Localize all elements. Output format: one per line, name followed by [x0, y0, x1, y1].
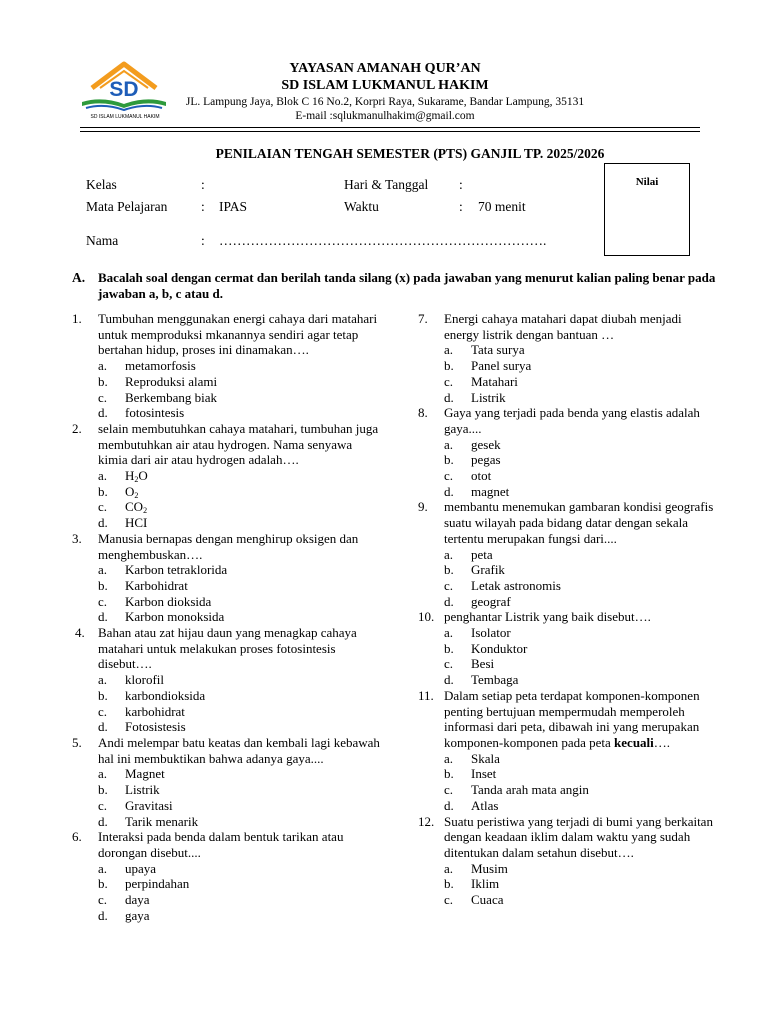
- answer-option[interactable]: [444, 358, 718, 374]
- option-letter: b.: [98, 373, 108, 389]
- hari-colon: :: [459, 177, 463, 192]
- option-letter: d.: [98, 609, 108, 625]
- kelas-label: Kelas: [86, 177, 117, 192]
- answer-option[interactable]: [98, 766, 382, 782]
- option-letter: d.: [444, 797, 454, 813]
- option-text: Cuaca: [471, 892, 504, 908]
- option-text: Karbon tetraklorida: [125, 562, 228, 578]
- answer-option[interactable]: [98, 704, 382, 720]
- question-number: 10.: [418, 609, 435, 625]
- option-letter: c.: [98, 703, 108, 719]
- question-text: selain membutuhkan cahaya matahari, tumbuhan juga membutuhkan air atau hydrogen. Nama senyawa kimia dari air atau hydrogen adalah….: [98, 420, 379, 468]
- option-text: Reproduksi alami: [125, 373, 218, 389]
- option-letter: b.: [98, 876, 108, 892]
- option-text: daya: [125, 892, 150, 908]
- option-text: Listrik: [471, 389, 506, 405]
- answer-option[interactable]: [98, 578, 382, 594]
- question-4: [72, 625, 382, 735]
- answer-option[interactable]: [444, 468, 718, 484]
- answer-option[interactable]: [444, 672, 718, 688]
- answer-option[interactable]: [98, 908, 382, 924]
- answer-option[interactable]: [98, 374, 382, 390]
- option-letter: c.: [444, 373, 454, 389]
- option-text: gesek: [471, 436, 501, 452]
- mapel-value: IPAS: [219, 199, 248, 214]
- question-2: [72, 421, 382, 531]
- option-text: Tata surya: [471, 342, 525, 358]
- question-text: Gaya yang terjadi pada benda yang elastis adalah gaya....: [444, 405, 700, 436]
- answer-option[interactable]: [98, 688, 382, 704]
- option-letter: c.: [98, 797, 108, 813]
- question-text: Dalam setiap peta terdapat komponen-komponen penting bertujuan mempermudah memperoleh informasi dari peta, dibawah ini yang merupakan komponen-komponen pada peta kecuali….: [444, 687, 700, 750]
- option-letter: b.: [444, 358, 454, 374]
- score-label: Nilai: [635, 176, 659, 188]
- option-text: fotosintesis: [125, 405, 185, 421]
- question-5: [72, 735, 382, 829]
- option-letter: a.: [444, 860, 454, 876]
- question-1: [72, 311, 382, 421]
- answer-options: [444, 547, 718, 610]
- option-text: Tanda arah mata angin: [471, 782, 589, 798]
- logo-text: SD: [109, 78, 139, 101]
- question-text: membantu menemukan gambaran kondisi geografis suatu wilayah pada bidang datar dengan sekala tertentu merupakan fungsi dari....: [444, 499, 714, 546]
- question-6: [72, 829, 382, 923]
- answer-option[interactable]: [98, 468, 382, 484]
- option-text: HCI: [125, 515, 148, 531]
- logo-caption: SD ISLAM LUKMANUL HAKIM: [90, 114, 160, 120]
- nama-colon: :: [201, 233, 205, 248]
- answer-option[interactable]: [98, 782, 382, 798]
- answer-option[interactable]: [444, 390, 718, 406]
- option-text: Gravitasi: [125, 797, 173, 813]
- option-letter: a.: [98, 860, 108, 876]
- option-letter: b.: [98, 687, 108, 703]
- option-text: Berkembang biak: [125, 389, 218, 405]
- option-text: Panel surya: [471, 358, 532, 374]
- answer-option[interactable]: [98, 390, 382, 406]
- answer-option[interactable]: [98, 798, 382, 814]
- option-letter: c.: [98, 389, 108, 405]
- question-8: [418, 405, 718, 499]
- question-number: 7.: [418, 311, 428, 326]
- question-7: [418, 311, 718, 405]
- logo-graphic: [78, 58, 170, 118]
- answer-options: [444, 861, 718, 908]
- question-number: 4.: [75, 625, 85, 641]
- answer-option[interactable]: [98, 892, 382, 908]
- answer-option[interactable]: [444, 798, 718, 814]
- score-box[interactable]: [604, 163, 690, 256]
- option-text: magnet: [471, 483, 510, 499]
- question-number: 3.: [72, 530, 82, 546]
- option-letter: a.: [444, 625, 454, 641]
- answer-option[interactable]: [444, 782, 718, 798]
- option-text: Atlas: [471, 797, 499, 813]
- option-text: Matahari: [471, 373, 518, 389]
- question-number: 5.: [72, 734, 82, 750]
- option-text: karbondioksida: [125, 687, 206, 703]
- school-name: SD ISLAM LUKMANUL HAKIM: [281, 78, 489, 93]
- option-text: pegas: [471, 452, 501, 468]
- option-text: Karbon dioksida: [125, 593, 212, 609]
- school-address: JL. Lampung Jaya, Blok C 16 No.2, Korpri Raya, Sukarame, Bandar Lampung, 35131: [185, 96, 585, 108]
- option-text: Isolator: [471, 625, 511, 641]
- answer-option[interactable]: [444, 766, 718, 782]
- option-text: Grafik: [471, 562, 505, 578]
- answer-option[interactable]: [444, 342, 718, 358]
- answer-options: [98, 672, 382, 735]
- nama-label: Nama: [86, 233, 119, 248]
- section-instruction: Bacalah soal dengan cermat dan berilah tanda silang (x) pada jawaban yang menurut kalian paling benar pada jawaban a, b, c atau d.: [98, 270, 716, 301]
- header-divider-thin: [80, 131, 700, 132]
- answer-option[interactable]: [98, 515, 382, 531]
- option-letter: a.: [98, 562, 108, 578]
- option-text: karbohidrat: [125, 703, 185, 719]
- option-letter: c.: [444, 656, 454, 672]
- hari-label: Hari & Tanggal: [344, 177, 429, 192]
- option-letter: a.: [444, 342, 454, 358]
- answer-options: [444, 342, 718, 405]
- option-letter: a.: [444, 750, 454, 766]
- option-letter: d.: [444, 593, 454, 609]
- answer-option[interactable]: [444, 484, 718, 500]
- question-text: Bahan atau zat hijau daun yang menagkap cahaya matahari untuk melakukan proses fotosintesis disebut….: [98, 625, 357, 672]
- option-letter: d.: [98, 813, 108, 829]
- option-letter: d.: [444, 483, 454, 499]
- question-text: Suatu peristiwa yang terjadi di bumi yang berkaitan dengan keadaan iklim dalam waktu yang sudah ditentukan dalam setahun disebut….: [444, 813, 713, 860]
- option-text: Inset: [471, 766, 497, 782]
- waktu-label: Waktu: [344, 199, 379, 214]
- option-letter: b.: [444, 640, 454, 656]
- option-letter: b.: [444, 452, 454, 468]
- waktu-colon: :: [459, 199, 463, 214]
- answer-option[interactable]: [98, 484, 382, 500]
- answer-options: [98, 562, 382, 625]
- answer-options: [444, 625, 718, 688]
- option-text: metamorfosis: [125, 358, 196, 374]
- option-letter: b.: [98, 483, 108, 499]
- question-text: Interaksi pada benda dalam bentuk tarikan atau dorongan disebut....: [98, 829, 344, 860]
- option-text: Listrik: [125, 782, 160, 798]
- answer-option[interactable]: [98, 876, 382, 892]
- option-letter: b.: [444, 766, 454, 782]
- option-letter: b.: [444, 562, 454, 578]
- answer-option[interactable]: [444, 547, 718, 563]
- option-letter: a.: [444, 436, 454, 452]
- kelas-colon: :: [201, 177, 205, 192]
- option-text: gaya: [125, 907, 150, 923]
- option-text: Fotosistesis: [125, 719, 186, 735]
- question-text: Energi cahaya matahari dapat diubah menjadi energy listrik dengan bantuan …: [444, 311, 682, 342]
- question-number: 1.: [72, 311, 82, 326]
- option-text: Konduktor: [471, 640, 528, 656]
- questions-column-right: [418, 311, 718, 908]
- question-text: Tumbuhan menggunakan energi cahaya dari matahari untuk memproduksi mkanannya sendiri agar tetap bertahan hidup, proses ini dinamakan….: [98, 311, 378, 358]
- question-number: 8.: [418, 405, 428, 421]
- option-subscript: 2: [134, 475, 139, 485]
- option-text: Skala: [471, 750, 500, 766]
- question-12: [418, 814, 718, 908]
- option-text: $CO_2$: [125, 499, 148, 516]
- option-letter: c.: [444, 577, 454, 593]
- option-letter: c.: [98, 499, 108, 515]
- answer-option[interactable]: [98, 594, 382, 610]
- answer-option[interactable]: [444, 562, 718, 578]
- option-letter: d.: [98, 405, 108, 421]
- nama-field[interactable]: ……………………………………………………………….: [219, 233, 547, 248]
- question-3: [72, 531, 382, 625]
- question-10: [418, 609, 718, 688]
- question-number: 2.: [72, 420, 82, 436]
- answer-option[interactable]: [444, 437, 718, 453]
- question-9: [418, 499, 718, 609]
- option-text: Iklim: [471, 876, 500, 892]
- option-text: Tembaga: [471, 672, 519, 688]
- answer-options: [98, 468, 382, 531]
- option-text: otot: [471, 468, 492, 484]
- answer-option[interactable]: [444, 641, 718, 657]
- option-text: Karbohidrat: [125, 577, 188, 593]
- option-text: Musim: [471, 860, 508, 876]
- option-letter: c.: [444, 782, 454, 798]
- question-number: 6.: [72, 829, 82, 845]
- option-text: Besi: [471, 656, 495, 672]
- answer-option[interactable]: [444, 861, 718, 877]
- answer-options: [98, 358, 382, 421]
- option-letter: a.: [98, 766, 108, 782]
- school-email: E-mail :sqlukmanulhakim@gmail.com: [295, 110, 475, 122]
- option-letter: d.: [444, 389, 454, 405]
- mapel-label: Mata Pelajaran: [86, 199, 168, 214]
- answer-option[interactable]: [444, 892, 718, 908]
- option-letter: d.: [98, 719, 108, 735]
- option-text: klorofil: [125, 672, 164, 688]
- option-text: perpindahan: [125, 876, 190, 892]
- option-letter: c.: [444, 892, 454, 908]
- option-letter: d.: [98, 515, 108, 531]
- option-letter: a.: [98, 468, 108, 484]
- question-number: 12.: [418, 813, 435, 829]
- header-divider: [80, 127, 700, 128]
- exam-title: PENILAIAN TENGAH SEMESTER (PTS) GANJIL TP. 2025/2026: [215, 146, 605, 161]
- question-text: Manusia bernapas dengan menghirup oksigen dan menghembuskan….: [98, 530, 359, 562]
- answer-option[interactable]: [98, 562, 382, 578]
- organization-name: YAYASAN AMANAH QUR’AN: [289, 61, 481, 76]
- option-text: Magnet: [125, 766, 165, 782]
- answer-option[interactable]: [444, 751, 718, 767]
- answer-options: [444, 437, 718, 500]
- option-letter: a.: [98, 672, 108, 688]
- answer-option[interactable]: [98, 814, 382, 830]
- answer-option[interactable]: [444, 594, 718, 610]
- option-letter: b.: [98, 577, 108, 593]
- answer-option[interactable]: [444, 656, 718, 672]
- question-emphasis: kecuali: [614, 734, 654, 750]
- question-number: 11.: [418, 687, 434, 703]
- option-letter: c.: [444, 468, 454, 484]
- option-text: upaya: [125, 860, 157, 876]
- question-text: penghantar Listrik yang baik disebut….: [444, 609, 651, 625]
- answer-options: [98, 861, 382, 924]
- answer-option[interactable]: [98, 609, 382, 625]
- answer-options: [98, 766, 382, 829]
- option-text: Karbon monoksida: [125, 609, 225, 625]
- option-text: geograf: [471, 593, 511, 609]
- section-letter: A.: [72, 270, 86, 285]
- answer-option[interactable]: [98, 405, 382, 421]
- answer-option[interactable]: [98, 499, 382, 515]
- option-letter: b.: [444, 876, 454, 892]
- answer-option[interactable]: [444, 374, 718, 390]
- answer-option[interactable]: [98, 861, 382, 877]
- answer-option[interactable]: [98, 719, 382, 735]
- option-subscript: 2: [134, 490, 139, 500]
- option-letter: d.: [98, 907, 108, 923]
- answer-options: [444, 751, 718, 814]
- option-letter: c.: [98, 593, 108, 609]
- option-letter: a.: [444, 546, 454, 562]
- question-text: Andi melempar batu keatas dan kembali lagi kebawah hal ini membuktikan bahwa adanya gaya....: [98, 734, 380, 766]
- option-text: $H_2O$: [125, 468, 148, 485]
- answer-option[interactable]: [444, 876, 718, 892]
- question-11: [418, 688, 718, 814]
- answer-option[interactable]: [98, 358, 382, 374]
- option-text: $O_2$: [125, 483, 139, 500]
- questions-column-left: [72, 311, 382, 923]
- option-text: Letak astronomis: [471, 577, 561, 593]
- waktu-value: 70 menit: [478, 199, 526, 214]
- question-number: 9.: [418, 499, 428, 515]
- mapel-colon: :: [201, 199, 205, 214]
- answer-option[interactable]: [444, 578, 718, 594]
- option-letter: b.: [98, 782, 108, 798]
- option-text: peta: [471, 546, 493, 562]
- option-letter: d.: [444, 672, 454, 688]
- option-subscript: 2: [143, 506, 148, 516]
- answer-option[interactable]: [98, 672, 382, 688]
- option-letter: c.: [98, 892, 108, 908]
- option-letter: a.: [98, 358, 108, 374]
- answer-option[interactable]: [444, 452, 718, 468]
- answer-option[interactable]: [444, 625, 718, 641]
- option-text: Tarik menarik: [125, 813, 199, 829]
